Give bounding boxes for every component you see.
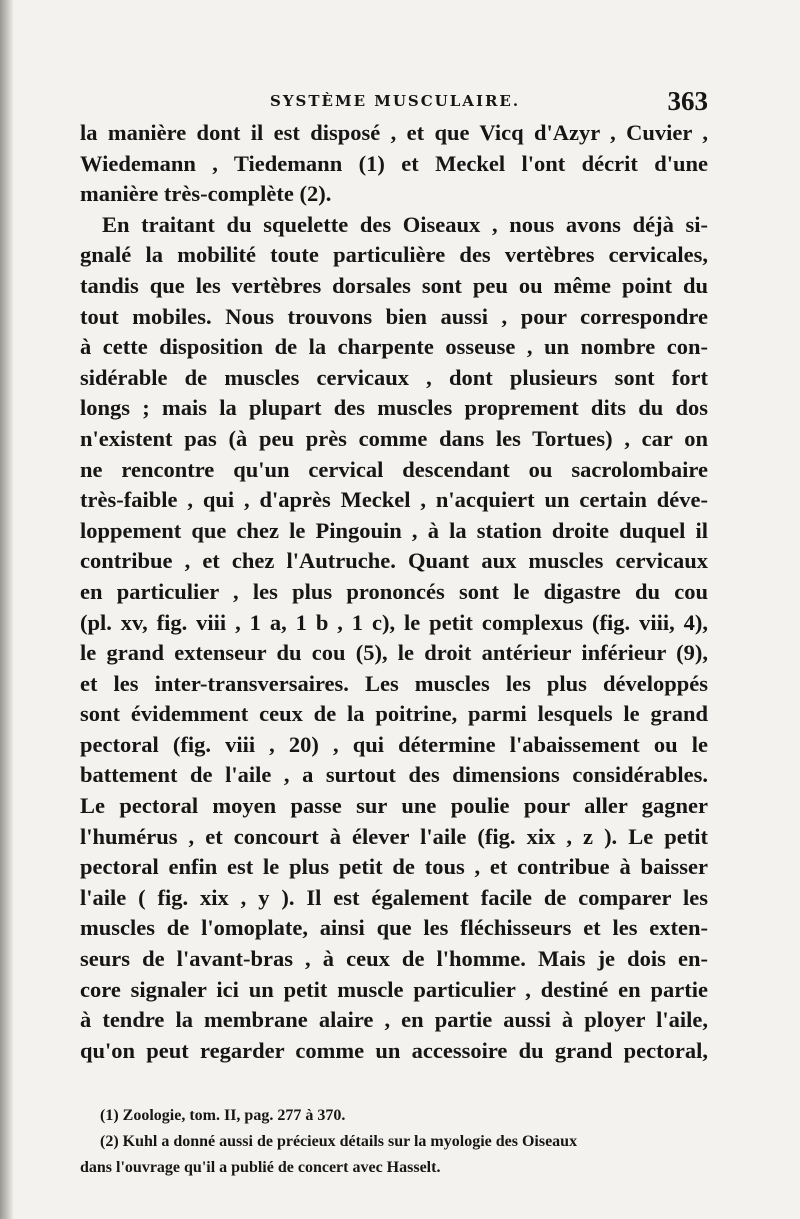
text-line: l'humérus , et concourt à élever l'aile (fig. xix , z ). Le petit	[80, 823, 708, 849]
footnote-2: (2) Kuhl a donné aussi de précieux détails sur la myologie des Oiseaux	[100, 1133, 578, 1150]
text-line: Wiedemann , Tiedemann (1) et Meckel l'ont décrit d'une	[80, 150, 708, 176]
page-number: 363	[667, 86, 708, 116]
text-line: tout mobiles. Nous trouvons bien aussi , pour correspondre	[80, 303, 708, 329]
page-header	[80, 86, 708, 118]
text-line: manière très-complète (2).	[80, 181, 332, 207]
text-line: muscles de l'omoplate, ainsi que les fléchisseurs et les exten-	[80, 915, 708, 941]
footnotes	[80, 1103, 708, 1181]
text-line: à cette disposition de la charpente osseuse , un nombre con-	[80, 334, 708, 360]
text-line: Le pectoral moyen passe sur une poulie pour aller gagner	[80, 793, 708, 819]
text-line: contribue , et chez l'Autruche. Quant aux muscles cervicaux	[80, 548, 708, 574]
text-line: la manière dont il est disposé , et que Vicq d'Azyr , Cuvier ,	[80, 120, 708, 145]
text-line: pectoral enfin est le plus petit de tous , et contribue à baisser	[80, 854, 708, 880]
text-line: ne rencontre qu'un cervical descendant ou sacrolombaire	[80, 456, 708, 482]
footnote-1: (1) Zoologie, tom. II, pag. 277 à 370.	[100, 1107, 346, 1124]
text-line: n'existent pas (à peu près comme dans les Tortues) , car on	[80, 425, 708, 451]
text-line: et les inter-transversaires. Les muscles les plus développés	[80, 670, 708, 696]
text-line: sont évidemment ceux de la poitrine, parmi lesquels le grand	[80, 701, 708, 727]
text-line: gnalé la mobilité toute particulière des vertèbres cervicales,	[80, 242, 708, 268]
text-line: tandis que les vertèbres dorsales sont peu ou même point du	[80, 272, 708, 298]
text-line: (pl. xv, fig. viii , 1 a, 1 b , 1 c), le petit complexus (fig. viii, 4),	[80, 609, 708, 635]
text-line: très-faible , qui , d'après Meckel , n'acquiert un certain déve-	[80, 487, 708, 513]
text-line: pectoral (fig. viii , 20) , qui détermine l'abaissement ou le	[80, 731, 708, 757]
text-line: qu'on peut regarder comme un accessoire du grand pectoral,	[80, 1037, 708, 1063]
text-line: En traitant du squelette des Oiseaux , nous avons déjà si-	[102, 211, 708, 237]
body-text	[80, 118, 708, 1066]
text-line: loppement que chez le Pingouin , à la station droite duquel il	[80, 517, 708, 543]
text-line: seurs de l'avant-bras , à ceux de l'homme. Mais je dois en-	[80, 946, 708, 972]
text-line: battement de l'aile , a surtout des dimensions considérables.	[80, 762, 708, 788]
text-line: le grand extenseur du cou (5), le droit antérieur inférieur (9),	[80, 640, 708, 666]
page-binding-edge	[0, 0, 14, 1219]
running-title: SYSTÈME MUSCULAIRE.	[270, 92, 521, 110]
text-line: core signaler ici un petit muscle particulier , destiné en partie	[80, 976, 708, 1002]
text-line: en particulier , les plus prononcés sont le digastre du cou	[80, 578, 708, 604]
text-line: longs ; mais la plupart des muscles proprement dits du dos	[80, 395, 708, 421]
footnote-2-continuation: dans l'ouvrage qu'il a publié de concert avec Hasselt.	[80, 1159, 441, 1176]
text-line: à tendre la membrane alaire , en partie aussi à ployer l'aile,	[80, 1007, 708, 1033]
text-line: l'aile ( fig. xix , y ). Il est également facile de comparer les	[80, 884, 708, 910]
text-line: sidérable de muscles cervicaux , dont plusieurs sont fort	[80, 364, 708, 390]
